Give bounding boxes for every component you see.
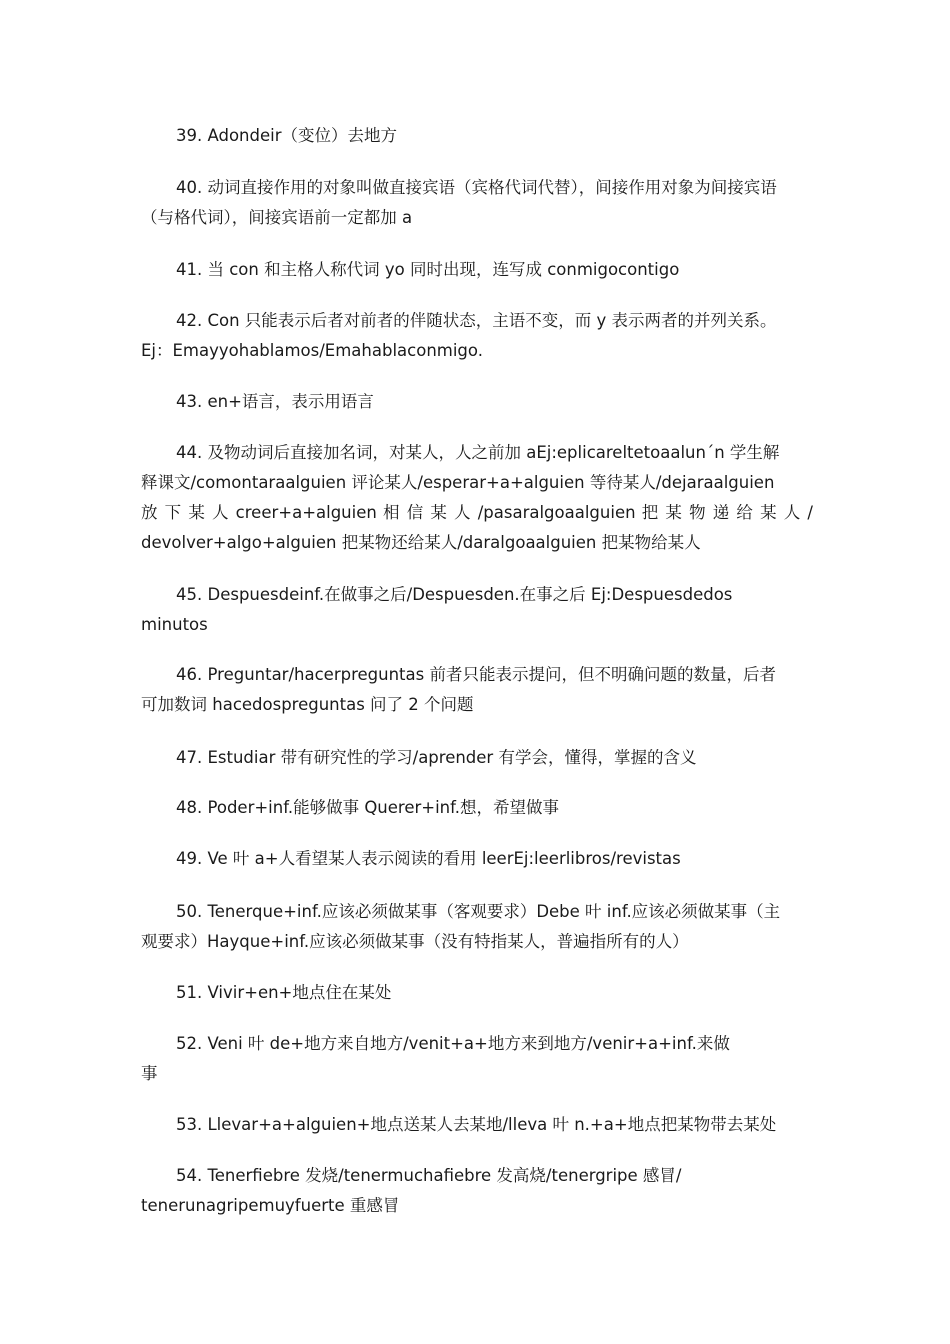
text-line: 事 (141, 1064, 158, 1083)
paragraph-45 (141, 580, 813, 640)
paragraph-52 (141, 1029, 813, 1089)
text-line: 51. Vivir+en+地点住在某处 (176, 983, 392, 1002)
paragraph-46 (141, 660, 813, 720)
paragraph-42 (141, 306, 813, 366)
paragraph-40 (141, 173, 813, 233)
text-line: 44. 及物动词后直接加名词，对某人，人之前加 aEj:eplicareltetoaalunˊn 学生解 (176, 443, 780, 462)
text-line: 39. Adondeir（变位）去地方 (176, 126, 398, 145)
paragraph-41 (141, 255, 813, 285)
text-line: 54. Tenerfiebre 发烧/tenermuchafiebre 发高烧/tenergripe 感冒/ (176, 1166, 682, 1185)
text-line: 47. Estudiar 带有研究性的学习/aprender 有学会，懂得，掌握的含义 (176, 748, 697, 767)
paragraph-54 (141, 1161, 813, 1221)
paragraph-47 (141, 743, 813, 773)
text-line: devolver+algo+alguien 把某物还给某人/daralgoaalguien 把某物给某人 (141, 533, 701, 552)
text-line: 观要求）Hayque+inf.应该必须做某事（没有特指某人，普遍指所有的人） (141, 932, 689, 951)
text-line: 释课文/comontaraalguien 评论某人/esperar+a+alguien 等待某人/dejaraalguien (141, 473, 775, 492)
text-line: 49. Ve 叶 a+人看望某人表示阅读的看用 leerEj:leerlibros/revistas (176, 849, 681, 868)
text-line: 46. Preguntar/hacerpreguntas 前者只能表示提问，但不明确问题的数量，后者 (176, 665, 776, 684)
text-line: 53. Llevar+a+alguien+地点送某人去某地/lleva 叶 n.+a+地点把某物带去某处 (176, 1115, 777, 1134)
text-line: 放 下 某 人 creer+a+alguien 相 信 某 人 /pasaralgoaalguien 把 某 物 递 给 某 人 / (141, 503, 813, 522)
paragraph-51 (141, 978, 813, 1008)
text-line: 42. Con 只能表示后者对前者的伴随状态，主语不变，而 y 表示两者的并列关系。 (176, 311, 777, 330)
text-line: tenerunagripemuyfuerte 重感冒 (141, 1196, 400, 1215)
text-line: 41. 当 con 和主格人称代词 yo 同时出现，连写成 conmigocontigo (176, 260, 680, 279)
text-line: 43. en+语言，表示用语言 (176, 392, 374, 411)
text-line: 可加数词 hacedospreguntas 问了 2 个问题 (141, 695, 474, 714)
paragraph-48 (141, 793, 813, 823)
text-line: 40. 动词直接作用的对象叫做直接宾语（宾格代词代替），间接作用对象为间接宾语 (176, 178, 777, 197)
text-line: Ej：Emayyohablamos/Emahablaconmigo. (141, 341, 483, 360)
text-line: 48. Poder+inf.能够做事 Querer+inf.想，希望做事 (176, 798, 559, 817)
paragraph-44 (141, 438, 813, 558)
paragraph-53 (141, 1110, 813, 1140)
paragraph-50 (141, 897, 813, 957)
text-line: 45. Despuesdeinf.在做事之后/Despuesden.在事之后 Ej:Despuesdedos (176, 585, 733, 604)
text-line: minutos (141, 615, 208, 634)
text-line: 50. Tenerque+inf.应该必须做某事（客观要求）Debe 叶 inf.应该必须做某事（主 (176, 902, 781, 921)
paragraph-49 (141, 844, 813, 874)
paragraph-43 (141, 387, 813, 417)
paragraph-39 (141, 121, 813, 151)
text-line: （与格代词），间接宾语前一定都加 a (141, 208, 413, 227)
text-line: 52. Veni 叶 de+地方来自地方/venit+a+地方来到地方/venir+a+inf.来做 (176, 1034, 730, 1053)
